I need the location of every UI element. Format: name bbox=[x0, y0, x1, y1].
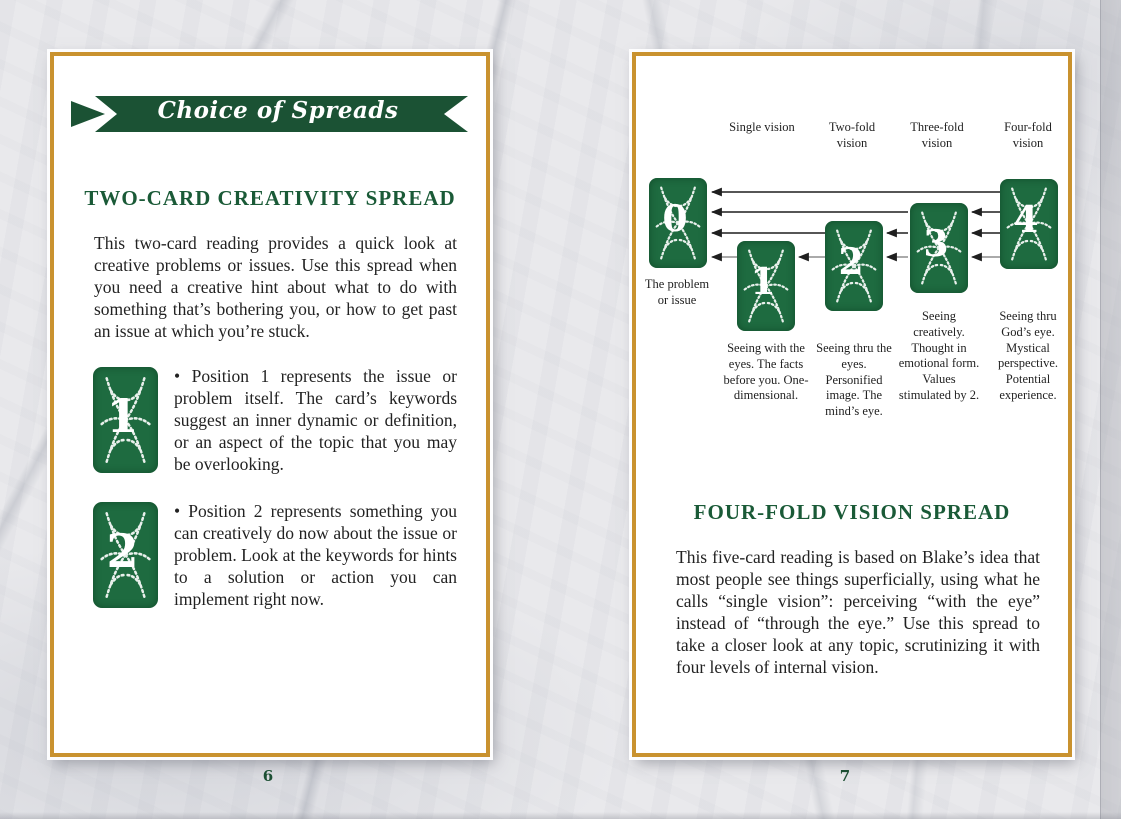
marble-edge bbox=[1100, 0, 1121, 819]
card-number: 0 bbox=[662, 198, 688, 240]
column-label-four-fold: Four-fold vision bbox=[1004, 120, 1052, 150]
vision-card-3 bbox=[910, 203, 968, 293]
caption-card-0: The problem or issue bbox=[644, 277, 710, 307]
vision-card-4 bbox=[1000, 179, 1058, 269]
tarot-card-back-2 bbox=[93, 502, 158, 608]
card-number: 4 bbox=[1013, 199, 1039, 241]
card-number: 2 bbox=[838, 241, 864, 283]
caption-card-2: Seeing thru the eyes. Personified image. The mind’s eye. bbox=[816, 341, 892, 418]
vision-card-0 bbox=[649, 178, 707, 268]
tarot-card-back-1 bbox=[93, 367, 158, 473]
position-1-description: • Position 1 represents the issue or problem itself. The card’s keywords suggest an inner dynamic or definition, or an aspect of the topic that you may be overlooking. bbox=[174, 366, 457, 474]
chapter-banner-title: Choice of Spreads bbox=[157, 97, 399, 124]
column-label-three-fold: Three-fold vision bbox=[910, 120, 964, 150]
column-label-single: Single vision bbox=[729, 120, 795, 134]
section-title-four-fold: FOUR-FOLD VISION SPREAD bbox=[693, 500, 1011, 524]
position-2-description: • Position 2 represents something you can creatively do now about the issue or problem. Look at the keywords for hints to a solution or action you can implement right now. bbox=[174, 501, 457, 609]
section-title-two-card: TWO-CARD CREATIVITY SPREAD bbox=[84, 186, 456, 210]
marble-edge-bottom bbox=[0, 812, 1121, 819]
card-number: 1 bbox=[750, 261, 776, 303]
vision-card-1 bbox=[737, 241, 795, 331]
caption-card-3: Seeing creatively. Thought in emotional form. Values stimulated by 2. bbox=[898, 309, 980, 402]
caption-card-4: Seeing thru God’s eye. Mystical perspective. Potential experience. bbox=[997, 309, 1059, 402]
vision-card-2 bbox=[825, 221, 883, 311]
card-number: 1 bbox=[106, 389, 139, 443]
page-number-left: 6 bbox=[262, 767, 274, 785]
caption-card-1: Seeing with the eyes. The facts before you. One-dimensional. bbox=[723, 341, 809, 403]
chapter-banner bbox=[71, 96, 469, 132]
column-label-two-fold: Two-fold vision bbox=[828, 120, 876, 150]
left-page bbox=[50, 52, 490, 757]
two-card-intro: This two-card reading provides a quick look at creative problems or issues. Use this spread when you need a creative hint about what to do with something that’s bothering you, or how to get past an issue at which you’re stuck. bbox=[94, 233, 457, 341]
card-number: 3 bbox=[923, 223, 949, 265]
card-number: 2 bbox=[106, 524, 139, 578]
four-fold-body: This five-card reading is based on Blake’s idea that most people see things superficially, using what he calls “single vision”: perceiving “with the eye” instead of “through the eye.” Use this spread to take a closer look at any topic, scrutinizing it with four levels of internal vision. bbox=[676, 547, 1040, 677]
right-page bbox=[632, 52, 1072, 757]
page-number-right: 7 bbox=[839, 767, 851, 785]
